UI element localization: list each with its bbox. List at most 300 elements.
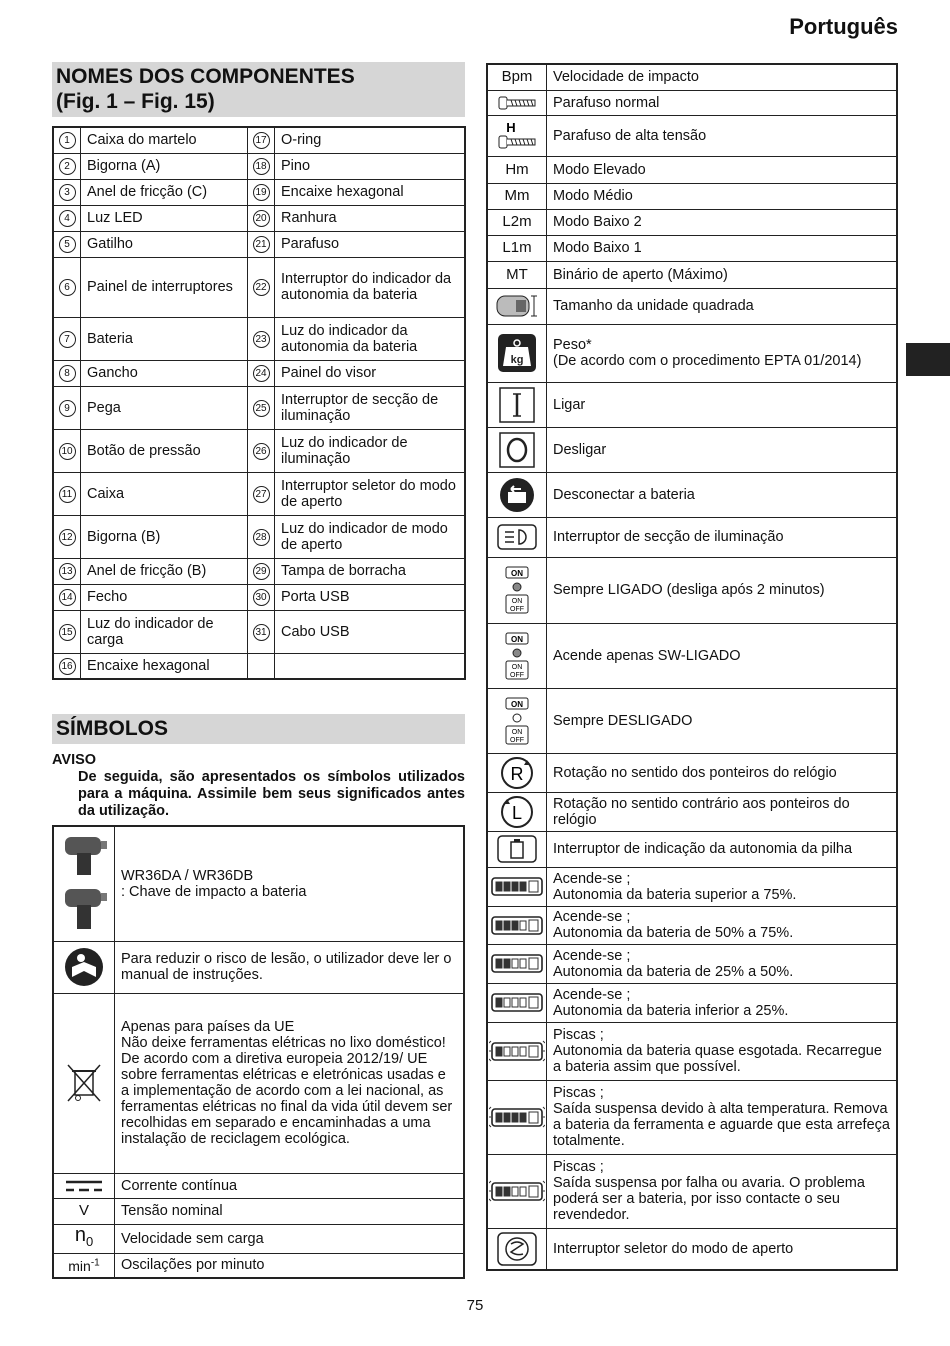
component-number-badge: 10 xyxy=(59,443,76,460)
always-off-icon xyxy=(502,699,532,744)
clockwise-rotation-icon xyxy=(499,763,535,784)
table-row xyxy=(487,557,897,623)
component-number-badge: 24 xyxy=(253,365,270,382)
table-row xyxy=(53,1198,464,1224)
right-symbol-cell xyxy=(487,235,547,261)
symbols-heading: SÍMBOLOS xyxy=(52,714,465,744)
battery-blink-pattern-icon xyxy=(489,1183,545,1199)
table-row xyxy=(53,610,465,653)
component-number xyxy=(248,179,275,205)
description-line: Autonomia da bateria de 25% a 50%. xyxy=(553,963,794,980)
description-line: Ligar xyxy=(553,396,586,413)
component-name: Interruptor seletor do modo de aperto xyxy=(275,472,466,515)
table-row xyxy=(487,1022,897,1080)
description-line: Interruptor seletor do modo de aperto xyxy=(553,1240,794,1257)
right-symbol-cell xyxy=(487,382,547,427)
description-line: Saída suspensa por falha ou avaria. O problema poderá ser a bateria, por isso contacte o seu revendedor. xyxy=(553,1175,865,1223)
table-row xyxy=(53,1173,464,1198)
component-name: Painel do visor xyxy=(275,360,466,386)
description-line: Acende apenas SW-LIGADO xyxy=(553,647,741,664)
table-row xyxy=(53,472,465,515)
table-row xyxy=(487,288,897,324)
symbol-superscript: -1 xyxy=(90,1257,100,1269)
right-symbol-cell xyxy=(487,517,547,557)
component-name: Bigorna (A) xyxy=(81,153,248,179)
symbol-text: V xyxy=(78,1202,89,1219)
table-row xyxy=(487,209,897,235)
symbol-text: L2m xyxy=(502,213,532,230)
description-line: Piscas ; xyxy=(553,1085,604,1101)
right-symbol-description xyxy=(547,792,898,831)
component-number xyxy=(53,153,81,179)
description-line: Acende-se ; xyxy=(553,909,631,925)
table-row xyxy=(53,1224,464,1253)
table-row xyxy=(487,944,897,983)
component-number xyxy=(248,653,275,679)
table-row xyxy=(53,360,465,386)
component-name: Luz LED xyxy=(81,205,248,231)
component-number-badge: 2 xyxy=(59,158,76,175)
svg-text:OFF: OFF xyxy=(510,606,524,613)
component-name: Cabo USB xyxy=(275,610,466,653)
right-symbol-description xyxy=(547,1154,898,1228)
component-number-badge: 4 xyxy=(59,210,76,227)
right-symbol-description xyxy=(547,115,898,156)
left-symbol-cell xyxy=(53,1198,115,1224)
right-symbol-cell xyxy=(487,944,547,983)
component-number-badge: 1 xyxy=(59,132,76,149)
table-row xyxy=(53,317,465,360)
symbols-table-left xyxy=(52,825,465,1279)
square-drive-icon xyxy=(494,298,540,314)
svg-text:ON: ON xyxy=(511,699,523,709)
component-name: O-ring xyxy=(275,127,466,153)
component-number-badge: 27 xyxy=(253,486,270,503)
svg-text:ON: ON xyxy=(511,598,523,605)
right-symbol-cell xyxy=(487,753,547,792)
component-number-badge: 22 xyxy=(253,279,270,296)
table-row xyxy=(487,688,897,753)
component-number-badge: 26 xyxy=(253,443,270,460)
component-number xyxy=(248,386,275,429)
description-line: Sempre DESLIGADO xyxy=(553,712,693,729)
battery-2-icon xyxy=(489,955,545,971)
table-row xyxy=(487,623,897,688)
description-line: (De acordo com o procedimento EPTA 01/2014) xyxy=(553,353,862,369)
component-name: Caixa do martelo xyxy=(81,127,248,153)
description-line: Parafuso normal xyxy=(553,94,660,111)
right-symbol-cell xyxy=(487,688,547,753)
description-line: Para reduzir o risco de lesão, o utilizador deve ler o manual de instruções. xyxy=(121,951,452,983)
page-number: 75 xyxy=(466,1297,484,1314)
high-tension-bolt-icon xyxy=(497,119,537,143)
description-line: De acordo com a diretiva europeia 2012/19/ UE sobre ferramentas elétricas e eletrónicas usadas e a implementação de acordo com a lei nacional, as ferramentas elétricas no final da vida útil devem ser recolhidas em separado e encaminhadas a uma instalação de reciclagem ecológica. xyxy=(121,1051,453,1147)
right-symbol-cell xyxy=(487,983,547,1022)
component-number-badge: 7 xyxy=(59,331,76,348)
right-symbol-cell xyxy=(487,867,547,906)
table-row xyxy=(487,183,897,209)
component-number-badge: 28 xyxy=(253,529,270,546)
description-line: Sempre LIGADO (desliga após 2 minutos) xyxy=(553,582,825,598)
table-row xyxy=(487,261,897,288)
right-symbol-description xyxy=(547,382,898,427)
light-section-switch-icon xyxy=(497,529,537,545)
description-line: Modo Baixo 2 xyxy=(553,214,642,230)
table-row xyxy=(53,515,465,558)
symbol-text: $n_0$ xyxy=(74,1224,94,1249)
component-number-badge: 13 xyxy=(59,563,76,580)
component-number xyxy=(53,257,81,317)
symbol-text: Mm xyxy=(504,187,530,204)
description-line: Parafuso de alta tensão xyxy=(553,127,707,144)
component-name: Encaixe hexagonal xyxy=(275,179,466,205)
component-number xyxy=(248,610,275,653)
component-number xyxy=(53,653,81,679)
left-symbol-description xyxy=(115,1173,465,1198)
component-name: Caixa xyxy=(81,472,248,515)
left-symbol-cell xyxy=(53,941,115,993)
right-symbol-cell xyxy=(487,792,547,831)
right-symbol-cell xyxy=(487,557,547,623)
component-number-badge: 30 xyxy=(253,589,270,606)
component-name: Luz do indicador de carga xyxy=(81,610,248,653)
component-name: Pino xyxy=(275,153,466,179)
warning-block xyxy=(52,752,465,820)
right-symbol-description xyxy=(547,1228,898,1270)
table-row xyxy=(487,324,897,382)
svg-text:OFF: OFF xyxy=(510,671,524,679)
component-number xyxy=(53,205,81,231)
symbol-subscript: 0 xyxy=(85,1234,94,1249)
right-symbol-cell xyxy=(487,115,547,156)
svg-text:L: L xyxy=(511,802,523,823)
component-number-badge: 19 xyxy=(253,184,270,201)
component-number-badge: 17 xyxy=(253,132,270,149)
battery-blink-all-icon xyxy=(489,1109,545,1125)
table-row xyxy=(487,867,897,906)
symbol-text: MT xyxy=(506,265,528,283)
table-row xyxy=(53,153,465,179)
svg-text:ON: ON xyxy=(511,634,523,644)
component-number xyxy=(248,515,275,558)
right-symbol-cell xyxy=(487,623,547,688)
svg-text:ON: ON xyxy=(511,663,523,671)
description-line: Acende-se ; xyxy=(553,986,631,1003)
right-symbol-cell xyxy=(487,1228,547,1270)
component-number-badge: 11 xyxy=(59,486,76,503)
table-row xyxy=(53,653,465,679)
right-symbol-description xyxy=(547,1080,898,1154)
right-symbol-cell xyxy=(487,156,547,183)
left-symbol-description xyxy=(115,941,465,993)
description-line: Velocidade de impacto xyxy=(553,69,699,86)
battery-blink-1-icon xyxy=(489,1043,545,1059)
component-number-badge: 20 xyxy=(253,210,270,227)
table-row xyxy=(53,179,465,205)
component-number-badge: 29 xyxy=(253,563,270,580)
component-number xyxy=(248,429,275,472)
description-line: Saída suspensa devido à alta temperatura. Remova a bateria da ferramenta e aguarde que esta arrefeça totalmente. xyxy=(553,1101,890,1149)
right-symbol-description xyxy=(547,623,898,688)
component-number xyxy=(248,127,275,153)
symbol-text: L1m xyxy=(502,239,532,256)
component-number xyxy=(53,610,81,653)
table-row xyxy=(53,205,465,231)
component-number xyxy=(53,179,81,205)
weight-icon xyxy=(497,345,537,366)
description-line: Corrente contínua xyxy=(121,1177,238,1194)
table-row xyxy=(487,517,897,557)
component-number xyxy=(53,360,81,386)
component-name: Gatilho xyxy=(81,231,248,257)
left-symbol-cell xyxy=(53,993,115,1173)
component-name: Fecho xyxy=(81,584,248,610)
description-line: Piscas ; xyxy=(553,1159,604,1175)
right-symbol-description xyxy=(547,1022,898,1080)
right-symbol-cell xyxy=(487,288,547,324)
component-number-badge: 12 xyxy=(59,529,76,546)
table-row xyxy=(487,472,897,517)
table-row xyxy=(487,1228,897,1270)
table-row xyxy=(487,792,897,831)
svg-text:R: R xyxy=(510,763,524,784)
description-line: Velocidade sem carga xyxy=(121,1230,264,1247)
table-row xyxy=(53,826,464,941)
component-number-badge: 25 xyxy=(253,400,270,417)
component-number-badge: 18 xyxy=(253,158,270,175)
component-number xyxy=(248,584,275,610)
component-name: Interruptor de secção de iluminação xyxy=(275,386,466,429)
svg-text:H: H xyxy=(506,119,516,135)
left-symbol-cell xyxy=(53,826,115,941)
always-on-icon xyxy=(502,569,532,613)
left-symbol-cell xyxy=(53,1224,115,1253)
description-line: Piscas ; xyxy=(553,1027,604,1043)
counterclockwise-rotation-icon xyxy=(499,802,535,823)
right-symbol-cell xyxy=(487,64,547,90)
left-symbol-description xyxy=(115,1224,465,1253)
sw-on-icon xyxy=(502,634,532,679)
component-number xyxy=(53,386,81,429)
table-row xyxy=(53,257,465,317)
description-line: Autonomia da bateria quase esgotada. Recarregue a bateria assim que possível. xyxy=(553,1043,882,1075)
component-number xyxy=(248,153,275,179)
right-symbol-description xyxy=(547,831,898,867)
table-row xyxy=(487,983,897,1022)
right-symbol-description xyxy=(547,906,898,944)
right-symbol-cell xyxy=(487,427,547,472)
right-symbol-description xyxy=(547,156,898,183)
table-row xyxy=(487,427,897,472)
description-line: Acende-se ; xyxy=(553,947,631,964)
component-number xyxy=(248,205,275,231)
table-row xyxy=(53,584,465,610)
description-line: Rotação no sentido dos ponteiros do relógio xyxy=(553,764,837,781)
components-heading xyxy=(52,62,465,117)
left-symbol-description xyxy=(115,826,465,941)
right-symbol-cell xyxy=(487,1154,547,1228)
description-line: Desligar xyxy=(553,441,607,458)
right-symbol-cell xyxy=(487,90,547,115)
table-row xyxy=(487,156,897,183)
battery-1-icon xyxy=(489,994,545,1010)
right-symbol-description xyxy=(547,557,898,623)
normal-bolt-icon xyxy=(497,94,537,110)
component-number-badge: 15 xyxy=(59,624,76,641)
component-name xyxy=(275,653,466,679)
right-symbol-cell xyxy=(487,183,547,209)
description-line: WR36DA / WR36DB xyxy=(121,867,254,884)
description-line: Autonomia da bateria superior a 75%. xyxy=(553,886,797,903)
component-number-badge: 31 xyxy=(253,624,270,641)
component-name: Pega xyxy=(81,386,248,429)
right-symbol-description xyxy=(547,688,898,753)
component-number xyxy=(248,558,275,584)
component-number-badge: 3 xyxy=(59,184,76,201)
crossed-bin-icon xyxy=(64,1075,104,1091)
component-name: Parafuso xyxy=(275,231,466,257)
component-number xyxy=(248,257,275,317)
component-number xyxy=(248,317,275,360)
warning-text: De seguida, são apresentados os símbolos utilizados para a máquina. Assimile bem seus significados antes da utilização. xyxy=(78,769,465,819)
component-number-badge: 21 xyxy=(253,236,270,253)
component-name: Botão de pressão xyxy=(81,429,248,472)
right-symbol-description xyxy=(547,324,898,382)
battery-remaining-switch-icon xyxy=(497,841,537,857)
table-row xyxy=(53,231,465,257)
right-symbol-cell xyxy=(487,261,547,288)
right-symbol-description xyxy=(547,944,898,983)
table-row xyxy=(53,127,465,153)
section-tab-marker xyxy=(906,343,950,376)
component-number-badge: 5 xyxy=(59,236,76,253)
svg-text:kg: kg xyxy=(510,354,524,366)
table-row xyxy=(487,1080,897,1154)
svg-text:ON: ON xyxy=(511,569,523,578)
right-symbol-cell xyxy=(487,906,547,944)
right-symbol-description xyxy=(547,235,898,261)
table-row xyxy=(53,1253,464,1278)
right-symbol-description xyxy=(547,867,898,906)
components-title-line1: NOMES DOS COMPONENTES xyxy=(56,65,355,88)
table-row xyxy=(487,382,897,427)
table-row xyxy=(487,64,897,90)
description-line: Oscilações por minuto xyxy=(121,1257,265,1274)
components-title-line2: (Fig. 1 – Fig. 15) xyxy=(56,90,215,113)
symbol-text: $\min^{-1}$ xyxy=(68,1257,100,1275)
component-name: Interruptor do indicador da autonomia da bateria xyxy=(275,257,466,317)
switch-on-icon xyxy=(499,396,535,412)
component-name: Luz do indicador de modo de aperto xyxy=(275,515,466,558)
right-symbol-description xyxy=(547,183,898,209)
right-symbol-description xyxy=(547,517,898,557)
right-symbol-cell xyxy=(487,472,547,517)
component-name: Luz do indicador de iluminação xyxy=(275,429,466,472)
description-line: Autonomia da bateria inferior a 25%. xyxy=(553,1002,789,1019)
right-symbol-description xyxy=(547,753,898,792)
component-name: Encaixe hexagonal xyxy=(81,653,248,679)
component-number xyxy=(53,515,81,558)
component-name: Ranhura xyxy=(275,205,466,231)
component-number-badge: 23 xyxy=(253,331,270,348)
component-name: Porta USB xyxy=(275,584,466,610)
description-line: Modo Médio xyxy=(553,188,633,204)
table-row xyxy=(53,386,465,429)
battery-4-icon xyxy=(489,878,545,894)
component-name: Luz do indicador da autonomia da bateria xyxy=(275,317,466,360)
component-name: Bateria xyxy=(81,317,248,360)
table-row xyxy=(487,1154,897,1228)
description-line: : Chave de impacto a bateria xyxy=(121,883,307,900)
component-name: Tampa de borracha xyxy=(275,558,466,584)
dc-icon xyxy=(64,1177,104,1193)
component-number xyxy=(53,127,81,153)
component-number xyxy=(248,231,275,257)
component-number-badge: 9 xyxy=(59,400,76,417)
symbol-text: Bpm xyxy=(501,68,533,86)
read-manual-icon xyxy=(64,959,104,975)
svg-text:OFF: OFF xyxy=(510,736,524,744)
component-number xyxy=(53,317,81,360)
switch-off-icon xyxy=(499,441,535,457)
component-name: Painel de interruptores xyxy=(81,257,248,317)
description-line: Rotação no sentido contrário aos ponteiros do relógio xyxy=(553,795,850,828)
language-header: Português xyxy=(789,14,898,39)
component-number xyxy=(53,558,81,584)
right-symbol-description xyxy=(547,427,898,472)
right-symbol-description xyxy=(547,261,898,288)
component-number-badge: 6 xyxy=(59,279,76,296)
right-symbol-description xyxy=(547,472,898,517)
svg-text:ON: ON xyxy=(511,728,523,736)
table-row xyxy=(487,115,897,156)
disconnect-battery-icon xyxy=(499,486,535,502)
table-row xyxy=(53,429,465,472)
component-number-badge: 8 xyxy=(59,365,76,382)
component-number-badge: 14 xyxy=(59,589,76,606)
component-name: Bigorna (B) xyxy=(81,515,248,558)
battery-3-icon xyxy=(489,917,545,933)
right-symbol-cell xyxy=(487,831,547,867)
component-name: Gancho xyxy=(81,360,248,386)
component-number-badge: 16 xyxy=(59,658,76,675)
description-line: Tensão nominal xyxy=(121,1203,223,1219)
description-line: Acende-se ; xyxy=(553,870,631,887)
description-line: Interruptor de indicação da autonomia da pilha xyxy=(553,841,853,857)
tightening-mode-switch-icon xyxy=(497,1241,537,1257)
description-line: Autonomia da bateria de 50% a 75%. xyxy=(553,925,794,941)
components-table xyxy=(52,126,466,680)
table-row xyxy=(487,831,897,867)
description-line: Tamanho da unidade quadrada xyxy=(553,298,754,314)
right-symbol-description xyxy=(547,209,898,235)
symbol-text: Hm xyxy=(505,160,529,178)
description-line: Peso* xyxy=(553,337,592,353)
component-name: Anel de fricção (B) xyxy=(81,558,248,584)
table-row xyxy=(487,90,897,115)
description-line: Modo Baixo 1 xyxy=(553,240,642,256)
right-symbol-description xyxy=(547,983,898,1022)
table-row xyxy=(53,941,464,993)
description-line: Modo Elevado xyxy=(553,161,646,178)
left-symbol-description xyxy=(115,1253,465,1278)
description-line: Binário de aperto (Máximo) xyxy=(553,266,728,283)
right-symbol-description xyxy=(547,64,898,90)
table-row xyxy=(487,906,897,944)
description-line: Não deixe ferramentas elétricas no lixo doméstico! xyxy=(121,1035,446,1051)
component-number xyxy=(53,472,81,515)
warning-title: AVISO xyxy=(52,752,97,768)
